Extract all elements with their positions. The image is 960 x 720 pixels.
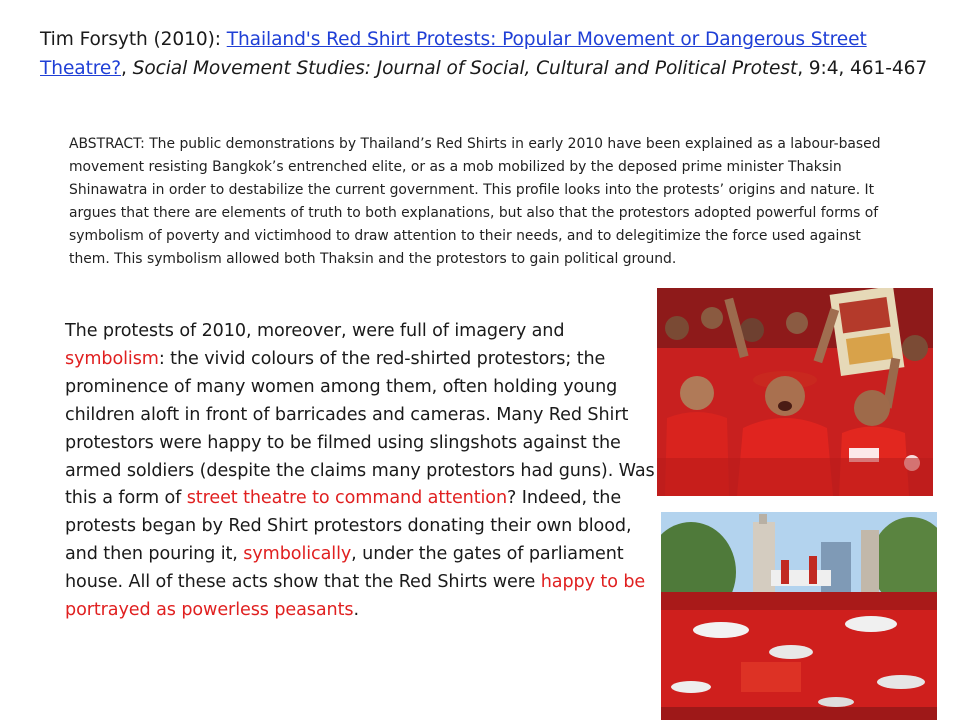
volume-pages: , 9:4, 461-467 xyxy=(797,57,928,79)
highlight-street-theatre: street theatre to command attention xyxy=(186,488,508,509)
highlight-symbolically: symbolically xyxy=(243,544,352,565)
highlight-powerless-peasants: happy to be portrayed as powerless peasants xyxy=(65,572,646,621)
body-text-4: , under the gates of parliament house. All of these acts show that the Red Shirts were xyxy=(65,544,624,593)
citation xyxy=(40,26,945,83)
body-paragraph xyxy=(65,318,665,625)
body-text-1: The protests of 2010, moreover, were full of imagery and xyxy=(65,321,565,341)
article-title-link[interactable]: Thailand's Red Shirt Protests: Popular Movement or Dangerous Street Theatre? xyxy=(40,29,867,79)
journal-name: Social Movement Studies: Journal of Social, Cultural and Political Protest xyxy=(132,57,798,79)
protest-crowd-closeup-photo xyxy=(657,288,933,496)
citation-author: Tim Forsyth (2010): xyxy=(40,29,227,50)
highlight-symbolism: symbolism xyxy=(65,348,159,369)
red-shirt-mass-rally-photo xyxy=(661,512,937,720)
body-text-2: : the vivid colours of the red-shirted protestors; the prominence of many women among them, often holding young children aloft in front of barricades and cameras. Many Red Shirt protestors were happy to be filmed using slingshots against the armed soldiers (despite the claims many protestors had guns). Was this a form of xyxy=(65,348,655,509)
abstract: ABSTRACT: The public demonstrations by Thailand’s Red Shirts in early 2010 have been explained as a labour-based movement resisting Bangkok’s entrenched elite, or as a mob mobilized by the deposed prime minister Thaksin Shinawatra in order to destabilize the current government. This profile looks into the protests’ origins and nature. It argues that there are elements of truth to both explanations, but also that the protestors adopted powerful forms of symbolism of poverty and victimhood to draw attention to their needs, and to delegitimize the force used against them. This symbolism allowed both Thaksin and the protestors to gain political ground. xyxy=(69,136,881,267)
body-text-3: ? Indeed, the protests began by Red Shirt protestors donating their own blood, and then pouring it, xyxy=(65,488,632,565)
body-text-5: . xyxy=(353,600,359,621)
citation-separator: , xyxy=(121,57,133,79)
